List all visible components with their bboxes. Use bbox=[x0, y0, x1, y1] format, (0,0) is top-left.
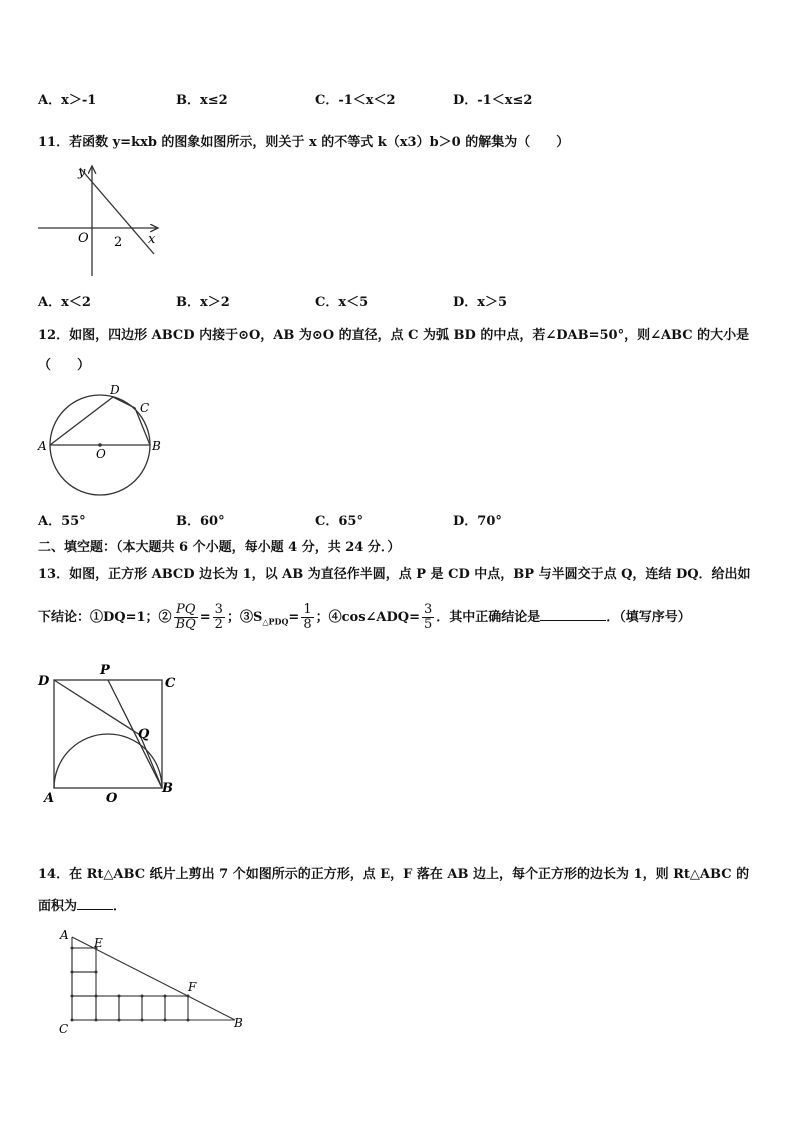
q13-conclusion-prefix: 下结论：①DQ=1；② bbox=[38, 610, 172, 625]
q14-question-text: 14．在 Rt△ABC 纸片上剪出 7 个如图所示的正方形，点 E，F 落在 AB 边上，每个正方形的边长为 1，则 Rt△ABC 的 bbox=[38, 867, 750, 882]
q13-answer-blank bbox=[540, 608, 606, 621]
label-e: E bbox=[94, 936, 103, 950]
q10-option-d: D．-1＜x≤2 bbox=[453, 93, 533, 108]
q12-circle-figure bbox=[36, 380, 164, 496]
y-axis-label: y bbox=[78, 165, 86, 180]
label-d: D bbox=[110, 383, 120, 397]
q14-area-line: 面积为 ． bbox=[38, 899, 127, 914]
label-a: A bbox=[44, 791, 55, 806]
label-b: B bbox=[152, 439, 161, 453]
label-a: A bbox=[60, 928, 69, 942]
label-c: C bbox=[140, 401, 150, 415]
label-b: B bbox=[234, 1016, 243, 1030]
x-intercept-label: 2 bbox=[114, 235, 123, 250]
fraction-1-8: $\frac{1}{8}$ bbox=[303, 602, 312, 632]
q11-option-a: A．x＜2 bbox=[38, 295, 91, 310]
section-heading-fill-in: 二、填空题：（本大题共 6 个小题，每小题 4 分，共 24 分．） bbox=[38, 540, 401, 555]
q11-option-d: D．x＞5 bbox=[453, 295, 508, 310]
q10-option-b: B．x≤2 bbox=[176, 93, 228, 108]
q11-option-b: B．x＞2 bbox=[176, 295, 230, 310]
label-c: C bbox=[59, 1022, 69, 1035]
q12-option-a: A．55° bbox=[38, 514, 86, 529]
fraction-3-5: $\frac{3}{5}$ bbox=[423, 602, 433, 632]
semicircle bbox=[54, 734, 162, 788]
q12-question-text: 12．如图，四边形 ABCD 内接于⊙O，AB 为⊙O 的直径，点 C 为弧 BD 的中点，若∠DAB=50°，则∠ABC 的大小是 bbox=[38, 328, 750, 343]
label-b: B bbox=[162, 781, 173, 796]
q12-option-c: C．65° bbox=[315, 514, 363, 529]
label-p: P bbox=[100, 663, 110, 678]
fraction-3-2: $\frac{3}{2}$ bbox=[214, 602, 223, 632]
label-o: O bbox=[96, 447, 106, 461]
origin-label: O bbox=[78, 231, 89, 246]
q14-answer-blank bbox=[77, 897, 113, 910]
label-c: C bbox=[165, 676, 176, 691]
q13-question-text: 13．如图，正方形 ABCD 边长为 1，以 AB 为直径作半圆，点 P 是 CD 中点，BP 与半圆交于点 Q，连结 DQ．给出如 bbox=[38, 567, 751, 582]
q10-option-a: A．x＞-1 bbox=[38, 93, 97, 108]
label-o: O bbox=[106, 791, 118, 806]
label-a: A bbox=[38, 439, 47, 453]
label-f: F bbox=[188, 980, 197, 994]
q11-option-c: C．x＜5 bbox=[315, 295, 369, 310]
label-q: Q bbox=[138, 727, 150, 742]
q10-option-c: C．-1＜x＜2 bbox=[315, 93, 396, 108]
q11-question-text: 11．若函数 y=kxb 的图象如图所示，则关于 x 的不等式 k（x3）b＞0 的解集为（ ） bbox=[38, 135, 570, 150]
x-axis-label: x bbox=[148, 232, 156, 247]
segment-qb bbox=[140, 735, 162, 788]
label-d: D bbox=[38, 674, 50, 689]
chord-ad bbox=[50, 397, 113, 445]
q12-option-d: D．70° bbox=[453, 514, 502, 529]
q14-triangle-figure bbox=[52, 925, 252, 1035]
q12-option-b: B．60° bbox=[176, 514, 225, 529]
segment-dq bbox=[54, 680, 140, 735]
q13-square-figure bbox=[36, 660, 182, 806]
fraction-pq-bq: $\frac{PQ}{BQ}$ bbox=[175, 602, 196, 632]
q12-paren: （ ） bbox=[38, 358, 91, 373]
q13-conclusions: 下结论：①DQ=1；② $\frac{PQ}{BQ}$ = $\frac{3}{2}$ ；$③S_{\triangle PDQ}=$ $\frac{1}{8}$ ；④cos∠ADQ= $\frac{3}{5}$ ．其中正确结论是 ．（填写序号） bbox=[38, 602, 691, 632]
q11-graph bbox=[36, 160, 166, 278]
